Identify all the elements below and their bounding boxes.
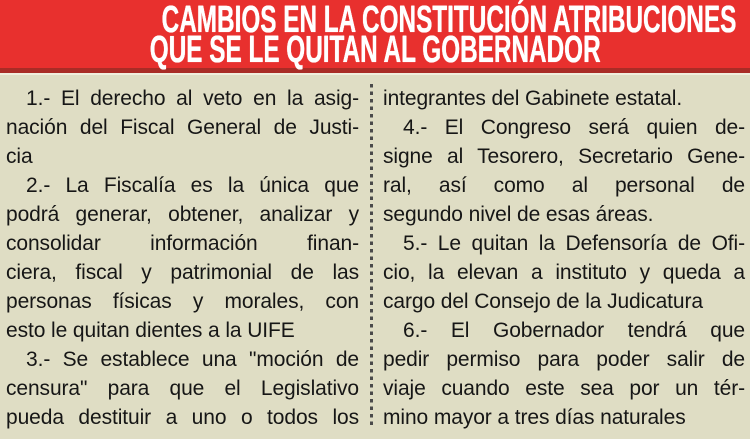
text-line: integrantes del Gabinete estatal.	[383, 87, 683, 110]
text-line: cargo del Consejo de la Judicatura	[383, 290, 703, 313]
text-line: mino mayor a tres días naturales	[383, 406, 686, 429]
column-right	[372, 84, 750, 439]
text-line: consolidar información finan-	[6, 232, 359, 255]
text-line: censura" para que el Legislativo	[6, 377, 359, 400]
text-line: segundo nivel de esas áreas.	[383, 203, 654, 226]
text-line: ciera, fiscal y patrimonial de las	[6, 261, 359, 284]
column-left	[0, 84, 372, 439]
text-line: pedir permiso para poder salir de	[383, 348, 745, 371]
text-line: 4.- El Congreso será quien de-	[403, 116, 745, 139]
text-line: 6.- El Gobernador tendrá que	[403, 319, 745, 342]
text-line: 5.- Le quitan la Defensoría de Ofi-	[403, 232, 745, 255]
text-line: ral, así como al personal de	[383, 174, 745, 197]
text-line: podrá generar, obtener, analizar y	[6, 203, 359, 226]
header-title-line-2: QUE SE LE QUITAN AL GOBERNADOR	[149, 29, 601, 71]
text-line: viaje cuando este sea por un tér-	[383, 377, 745, 400]
text-line: 1.- El derecho al veto en la asig-	[26, 87, 359, 110]
header-title-line-1: CAMBIOS EN LA CONSTITUCIÓN ATRIBUCIONES	[161, 0, 737, 41]
text-line: pueda destituir a uno o todos los	[6, 406, 359, 429]
text-line: personas físicas y morales, con	[6, 290, 359, 313]
header-banner	[0, 0, 750, 73]
text-line: 2.- La Fiscalía es la única que	[26, 174, 359, 197]
column-divider	[370, 84, 373, 429]
article-body	[0, 73, 750, 439]
text-line: 3.- Se establece una "moción de	[26, 348, 359, 371]
text-line: signe al Tesorero, Secretario Gene-	[383, 145, 745, 168]
text-line: esto le quitan dientes a la UIFE	[6, 319, 295, 342]
text-line: cio, la elevan a instituto y queda a	[383, 261, 745, 284]
text-line: cia	[6, 145, 33, 168]
text-line: nación del Fiscal General de Justi-	[6, 116, 359, 139]
